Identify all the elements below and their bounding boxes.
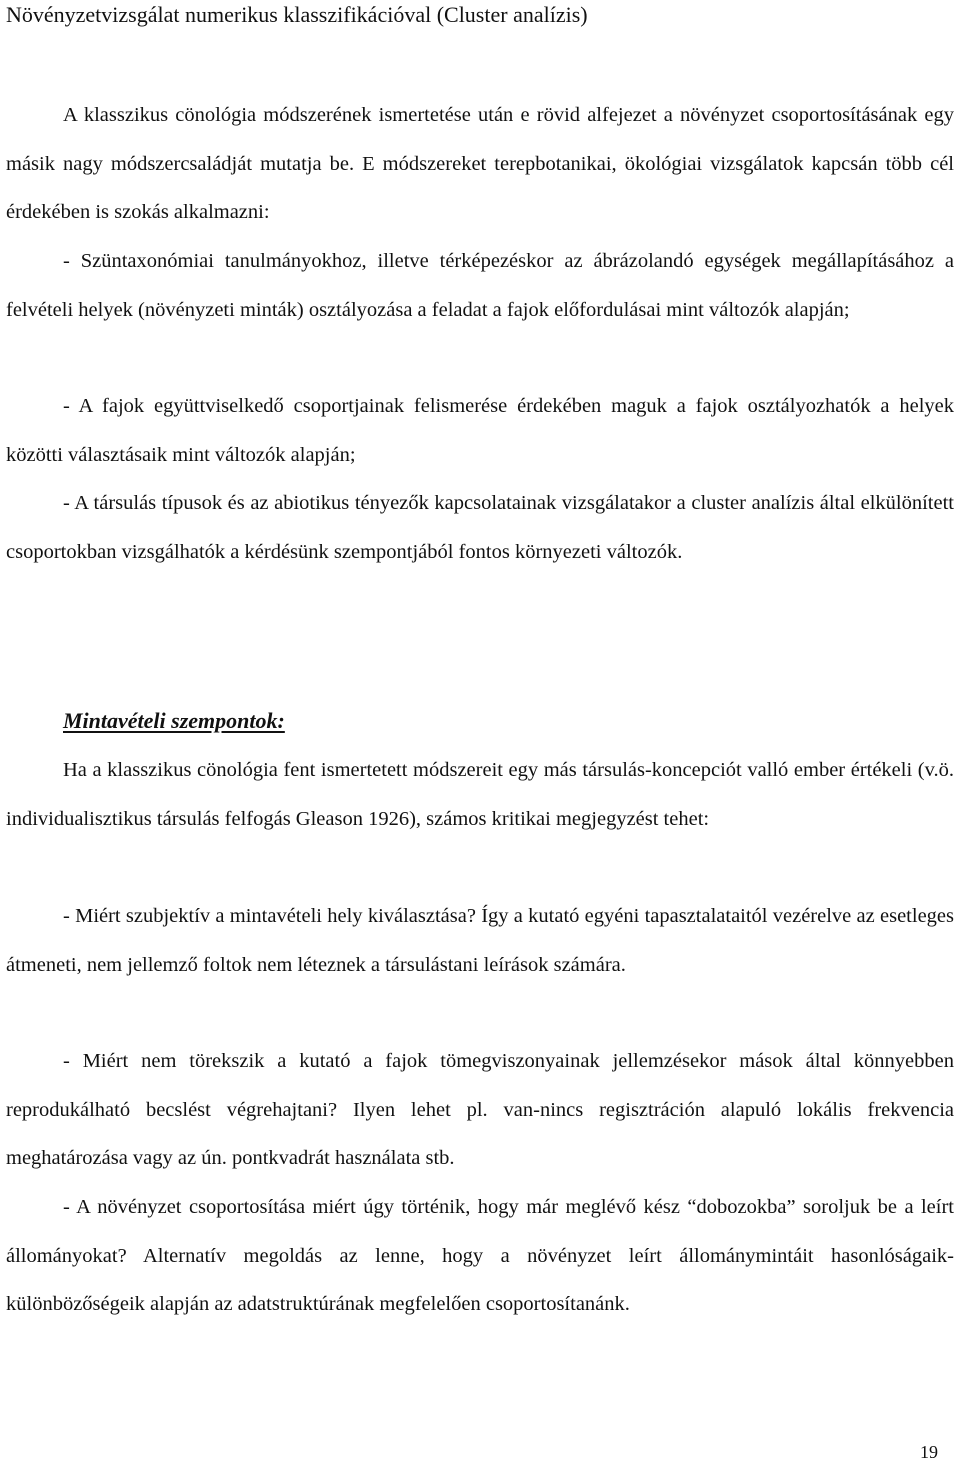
paragraph-list-item: - Miért nem törekszik a kutató a fajok tömegviszonyainak jellemzésekor mások által könnyebben reprodukálható becslést végrehajtani? Ilyen lehet pl. van-nincs regisztráción alapuló lokális frekvencia meghatározása vagy az ún. pontkvadrát használata stb. bbox=[6, 1050, 954, 1169]
paragraph-list-item: - A növényzet csoportosítása miért úgy történik, hogy már meglévő kész “dobozokba” soroljuk be a leírt állományokat? Alternatív megoldás az lenne, hogy a növényzet leírt állománymintáit hasonlóságaik-különbözőségeik alapján az adatstruktúrának megfelelően csoportosítanánk. bbox=[6, 1196, 954, 1315]
section-heading: Mintavételi szempontok: bbox=[63, 708, 285, 733]
page-number: 19 bbox=[920, 1442, 938, 1462]
paragraph-list-item: - Szüntaxonómiai tanulmányokhoz, illetve térképezéskor az ábrázolandó egységek megállapításához a felvételi helyek (növényzeti minták) osztályozása a feladat a fajok előfordulásai mint változók alapján; bbox=[6, 250, 954, 321]
paragraph-intro: A klasszikus cönológia módszerének ismertetése után e rövid alfejezet a növényzet csoportosításának egy másik nagy módszercsaládját mutatja be. E módszereket terepbotanikai, ökológiai vizsgálatok kapcsán több cél érdekében is szokás alkalmazni: bbox=[6, 104, 954, 223]
paragraph-list-item: - Miért szubjektív a mintavételi hely kiválasztása? Így a kutató egyéni tapasztalataitól vezérelve az esetleges átmeneti, nem jellemző foltok nem léteznek a társulástani leírások számára. bbox=[6, 905, 954, 976]
paragraph-list-item: - A társulás típusok és az abiotikus tényezők kapcsolatainak vizsgálatakor a cluster analízis által elkülönített csoportokban vizsgálhatók a kérdésünk szempontjából fontos környezeti változók. bbox=[6, 492, 954, 563]
page-title: Növényzetvizsgálat numerikus klasszifikációval (Cluster analízis) bbox=[6, 2, 588, 27]
paragraph-list-item: - A fajok együttviselkedő csoportjainak felismerése érdekében maguk a fajok osztályozhatók a helyek közötti választásaik mint változók alapján; bbox=[6, 395, 954, 466]
paragraph-section-intro: Ha a klasszikus cönológia fent ismertetett módszereit egy más társulás-koncepciót valló ember értékeli (v.ö. individualisztikus társulás felfogás Gleason 1926), számos kritikai megjegyzést tehet: bbox=[6, 759, 954, 830]
